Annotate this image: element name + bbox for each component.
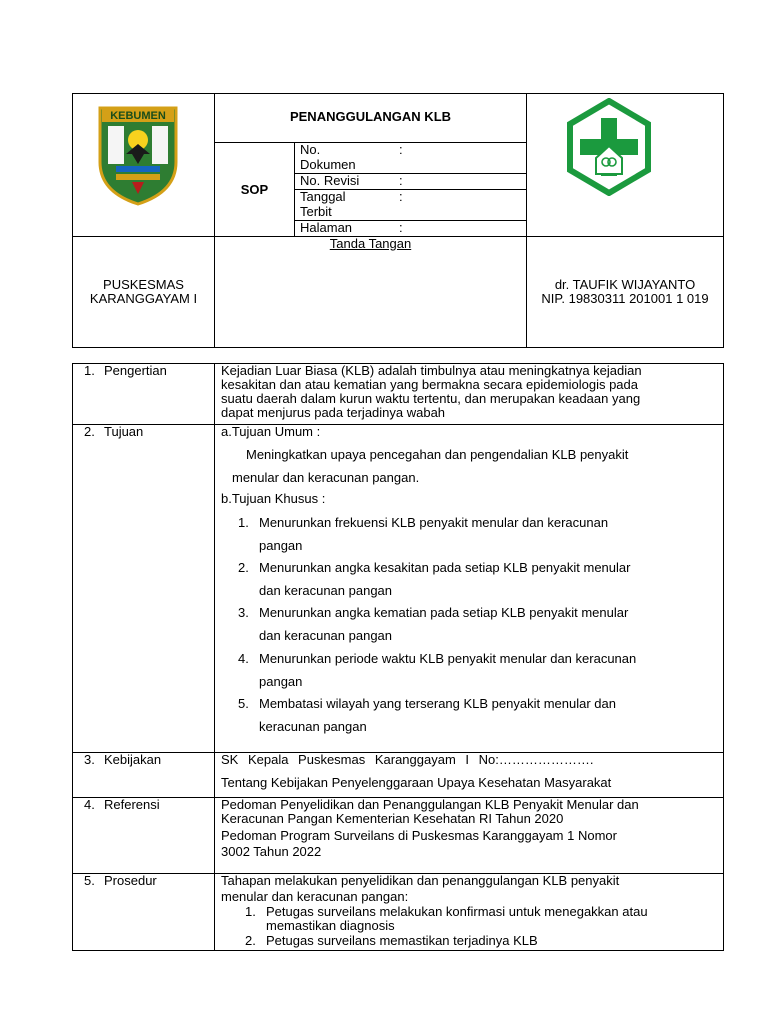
prosedur-intro-line: menular dan keracunan pangan: xyxy=(221,889,409,904)
list-number: 4. xyxy=(238,651,249,666)
kebijakan-line: Tentang Kebijakan Penyelenggaraan Upaya Kesehatan Masyarakat xyxy=(221,775,612,790)
referensi-line: Keracunan Pangan Kementerian Kesehatan RI Tahun 2020 xyxy=(221,811,564,826)
list-text: Menurunkan angka kematian pada setiap KLB penyakit menular xyxy=(259,605,629,620)
referensi-line: Pedoman Penyelidikan dan Penanggulangan KLB Penyakit Menular dan xyxy=(221,797,639,812)
list-number: 1. xyxy=(245,904,256,919)
kemenkes-logo xyxy=(560,98,658,196)
section-label: Referensi xyxy=(104,797,160,812)
list-text-cont: dan keracunan pangan xyxy=(259,583,393,598)
sop-field-label: Halaman xyxy=(300,220,353,235)
section-label: Tujuan xyxy=(104,424,144,439)
kebijakan-line: SK Kepala Puskesmas Karanggayam I No:…………………. xyxy=(221,752,594,767)
section-number: 4. xyxy=(84,797,95,812)
signer-nip: NIP. 19830311 201001 1 019 xyxy=(541,291,709,306)
section-label: Kebijakan xyxy=(104,752,162,767)
section-number: 2. xyxy=(84,424,95,439)
sop-field-label: No. xyxy=(300,142,321,157)
prosedur-intro-line: Tahapan melakukan penyelidikan dan penanggulangan KLB penyakit xyxy=(221,873,620,888)
sop-field-label: Tanggal xyxy=(300,189,346,204)
list-number: 2. xyxy=(245,933,256,948)
list-text: Petugas surveilans melakukan konfirmasi untuk menegakkan atau xyxy=(266,904,648,919)
tujuan-umum-heading: a.Tujuan Umum : xyxy=(221,424,321,439)
list-text-cont: pangan xyxy=(259,538,303,553)
kebumen-logo xyxy=(96,104,180,206)
kebumen-logo-text: KEBUMEN xyxy=(110,110,166,122)
list-number: 1. xyxy=(238,515,249,530)
tujuan-umum-line: menular dan keracunan pangan. xyxy=(232,470,420,485)
list-text: Membatasi wilayah yang terserang KLB penyakit menular dan xyxy=(259,696,616,711)
list-number: 3. xyxy=(238,605,249,620)
list-text-cont: keracunan pangan xyxy=(259,719,367,734)
list-text-cont: pangan xyxy=(259,674,303,689)
list-text: Menurunkan angka kesakitan pada setiap KLB penyakit menular xyxy=(259,560,631,575)
tujuan-umum-line: Meningkatkan upaya pencegahan dan pengendalian KLB penyakit xyxy=(246,447,629,462)
pengertian-text-line: suatu daerah dalam kurun waktu tertentu, dan merupakan keadaan yang xyxy=(221,391,641,406)
sop-field-sep: : xyxy=(399,142,403,157)
list-text: Menurunkan frekuensi KLB penyakit menular dan keracunan xyxy=(259,515,609,530)
list-text-cont: memastikan diagnosis xyxy=(266,918,395,933)
sop-field-sep: : xyxy=(399,220,403,235)
sop-label: SOP xyxy=(240,182,269,197)
list-number: 2. xyxy=(238,560,249,575)
list-text-cont: dan keracunan pangan xyxy=(259,628,393,643)
sop-field-label: No. Revisi xyxy=(300,173,360,188)
section-label: Pengertian xyxy=(104,363,167,378)
signer-name: dr. TAUFIK WIJAYANTO xyxy=(554,277,696,292)
section-label: Prosedur xyxy=(104,873,157,888)
sop-field-label-2: Dokumen xyxy=(300,157,356,172)
pengertian-text-line: dapat menjurus pada terjadinya wabah xyxy=(221,405,446,420)
tujuan-khusus-heading: b.Tujuan Khusus : xyxy=(221,491,326,506)
pengertian-text-line: kesakitan dan atau kematian yang bermakna secara epidemiologis pada xyxy=(221,377,638,392)
section-number: 5. xyxy=(84,873,95,888)
sop-field-sep: : xyxy=(399,189,403,204)
page-title: PENANGGULANGAN KLB xyxy=(289,109,452,124)
list-text: Menurunkan periode waktu KLB penyakit menular dan keracunan xyxy=(259,651,637,666)
list-text: Petugas surveilans memastikan terjadinya KLB xyxy=(266,933,538,948)
referensi-line: Pedoman Program Surveilans di Puskesmas Karanggayam 1 Nomor xyxy=(221,828,617,843)
pengertian-text-line: Kejadian Luar Biasa (KLB) adalah timbulnya atau meningkatnya kejadian xyxy=(221,363,642,378)
org-name-line2: KARANGGAYAM I xyxy=(89,291,198,306)
section-number: 3. xyxy=(84,752,95,767)
sop-field-sep: : xyxy=(399,173,403,188)
list-number: 5. xyxy=(238,696,249,711)
section-number: 1. xyxy=(84,363,95,378)
tanda-tangan-label: Tanda Tangan xyxy=(329,236,412,251)
sop-field-label-2: Terbit xyxy=(300,204,332,219)
referensi-line: 3002 Tahun 2022 xyxy=(221,844,322,859)
org-name-line1: PUSKESMAS xyxy=(103,277,184,292)
